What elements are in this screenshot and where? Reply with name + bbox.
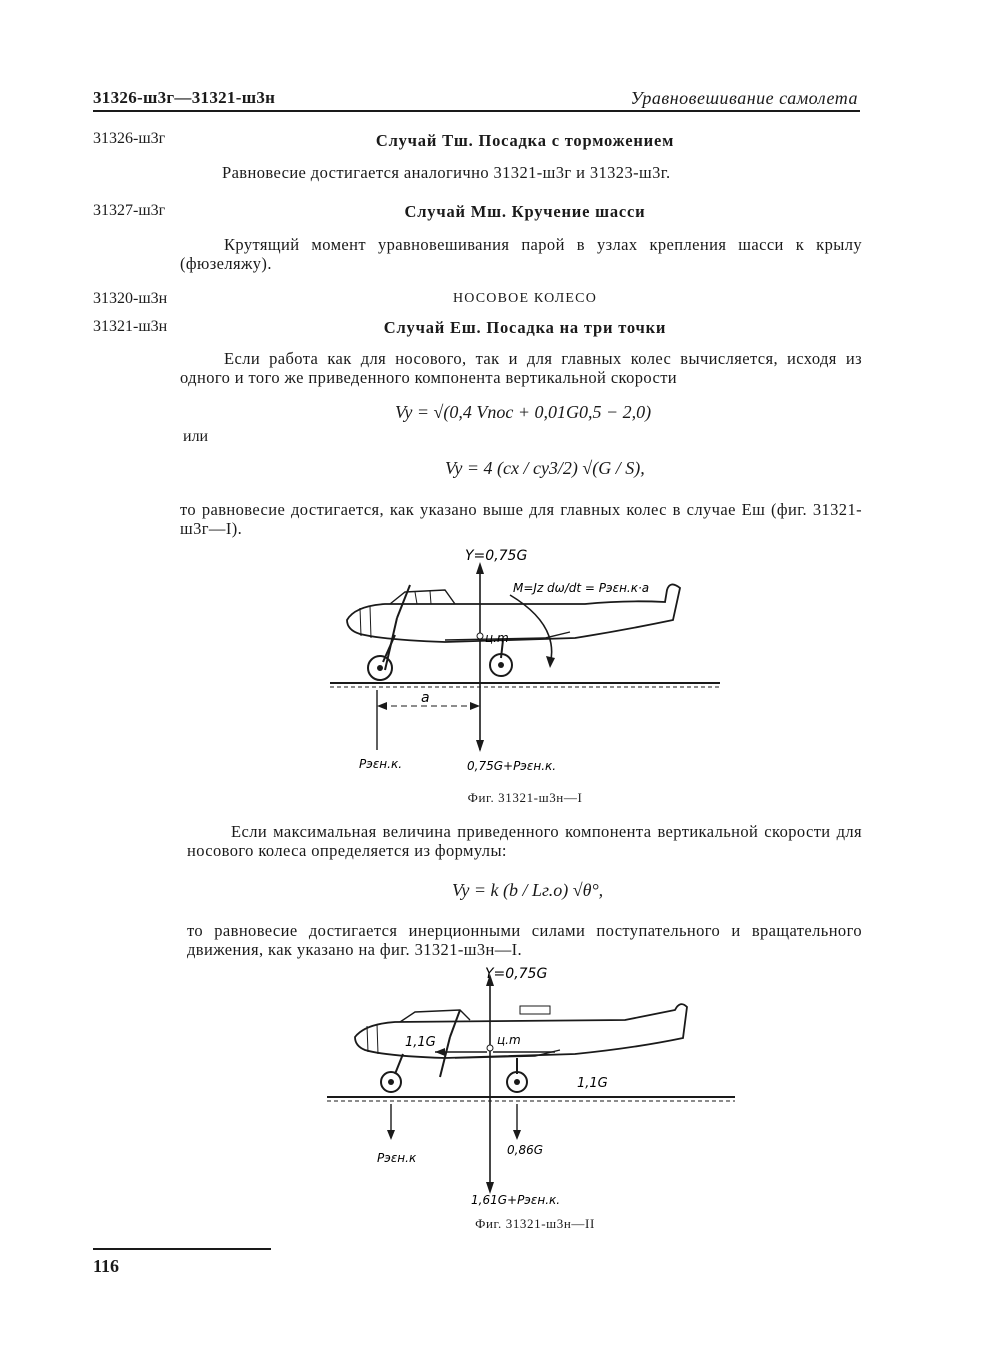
section-code: 31327-ш3г xyxy=(93,202,166,219)
figure-label-p: Pэεн.к. xyxy=(359,757,403,771)
formula-vy-2: Vy = 4 (cx / cy3/2) √(G / S), xyxy=(445,458,645,478)
header-rule xyxy=(93,110,860,112)
figure-label-y: Y=0,75G xyxy=(485,966,548,982)
section-title: Случай Eш. Посадка на три точки xyxy=(383,318,667,337)
figure-label-cg: ц.m xyxy=(485,631,509,645)
paragraph: Если максимальная величина приведенного компонента вертикальной скорости для носового колеса определяется из формулы: xyxy=(187,822,862,860)
paragraph: Равновесие достигается аналогично 31321-ш3г и 31323-ш3г. xyxy=(222,163,671,182)
page-number: 116 xyxy=(93,1256,120,1276)
section-code: 31326-ш3г xyxy=(93,130,166,147)
figure-label-11g-right: 1,1G xyxy=(577,1076,608,1091)
section-code: 31321-ш3н xyxy=(93,318,168,335)
figure-2-aircraft-diagram xyxy=(325,962,745,1212)
running-header-right: Уравновешивание самолета xyxy=(630,88,858,108)
figure-label-y: Y=0,75G xyxy=(465,548,528,564)
figure-label-p: Pэεн.к xyxy=(377,1151,417,1165)
running-header-left: 31326-ш3г—31321-ш3н xyxy=(93,88,276,107)
or-label: или xyxy=(183,428,209,445)
paragraph: то равновесие достигается инерционными силами поступательного и вращательного движения, как указано на фиг. 31321-ш3н—I. xyxy=(187,921,862,959)
figure-label-bottom: 0,75G+Pэεн.к. xyxy=(467,759,557,773)
section-title: Случай Tш. Посадка с торможением xyxy=(375,131,675,150)
paragraph: то равновесие достигается, как указано выше для главных колес в случае Eш (фиг. 31321-ш3г—I). xyxy=(180,500,862,538)
figure-caption: Фиг. 31321-ш3н—I xyxy=(467,790,583,805)
figure-label-cg: ц.m xyxy=(497,1033,521,1047)
paragraph: Крутящий момент уравновешивания парой в узлах крепления шасси к крылу (фюзеляжу). xyxy=(180,235,862,273)
figure-label-a: a xyxy=(421,690,430,706)
paragraph: Если работа как для носового, так и для главных колес вычисляется, исходя из одного и того же приведенного компонента вертикальной скорости xyxy=(180,349,862,387)
figure-label-bottom: 1,61G+Pэεн.к. xyxy=(471,1193,561,1207)
footer-rule xyxy=(93,1248,271,1250)
section-title: НОСОВОЕ КОЛЕСО xyxy=(452,291,598,306)
section-code: 31320-ш3н xyxy=(93,290,168,307)
formula-vy-1: Vy = √(0,4 Vпос + 0,01G0,5 − 2,0) xyxy=(395,402,652,422)
figure-1-aircraft-diagram xyxy=(325,540,725,785)
figure-label-moment: M=Jz dω/dt = Pэεн.к·a xyxy=(513,581,650,595)
formula-vy-3: Vy = k (b / Lг.о) √θ°, xyxy=(452,880,604,900)
figure-label-086: 0,86G xyxy=(507,1143,544,1157)
figure-caption: Фиг. 31321-ш3н—II xyxy=(475,1216,595,1231)
section-title: Случай Mш. Кручение шасси xyxy=(404,202,646,221)
figure-label-11g-left: 1,1G xyxy=(405,1035,436,1050)
